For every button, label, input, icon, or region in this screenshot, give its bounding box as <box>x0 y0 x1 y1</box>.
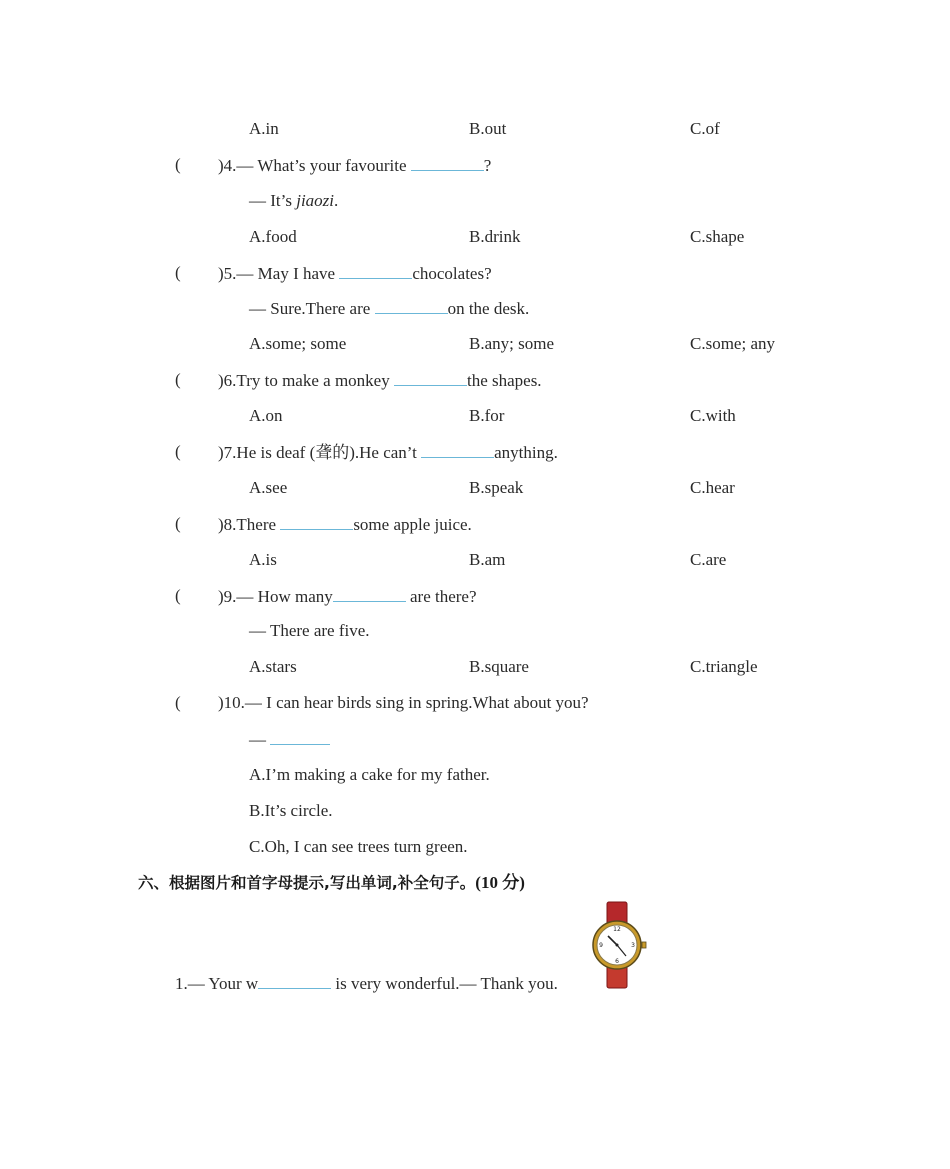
section-6-title-text: 六、根据图片和首字母提示,写出单词,补全句子。 <box>138 874 476 892</box>
s6-q1-suffix: is very wonderful.— Thank you. <box>331 974 558 993</box>
q10-option-c: C.Oh, I can see trees turn green. <box>249 837 468 856</box>
q7-blank <box>421 442 494 458</box>
q8-option-c: C.are <box>690 550 727 569</box>
q8-blank <box>280 514 353 530</box>
q4-answer-italic: jiaozi <box>296 191 335 210</box>
q5-stem <box>218 263 492 284</box>
q5-option-c: C.some; any <box>690 334 775 353</box>
q10-answer-line <box>249 729 330 750</box>
q3-option-a: A.in <box>249 119 279 138</box>
s6-q1 <box>175 973 558 994</box>
q10-option-a: A.I’m making a cake for my father. <box>249 765 490 784</box>
q5-line2-suffix: on the desk. <box>447 299 530 318</box>
q4-suffix: ? <box>483 156 492 175</box>
q9-prefix: )9.— How many <box>218 587 333 606</box>
q8-prefix: )8.There <box>218 515 281 534</box>
q9-line2: — There are five. <box>249 621 370 640</box>
q10-blank <box>270 729 330 745</box>
q10-paren: ( <box>175 693 181 712</box>
q7-option-b: B.speak <box>469 478 524 497</box>
q6-option-a: A.on <box>249 406 283 425</box>
svg-text:3: 3 <box>631 942 635 949</box>
q5-line2-prefix: — Sure.There are <box>249 299 375 318</box>
q5-option-a: A.some; some <box>249 334 347 353</box>
q4-answer-prefix: — It’s <box>249 191 297 210</box>
q9-suffix: are there? <box>405 587 477 606</box>
q3-option-b: B.out <box>469 119 507 138</box>
q7-prefix: )7.He is deaf (聋的).He can’t <box>218 443 422 462</box>
q7-suffix: anything. <box>494 443 558 462</box>
q7-option-a: A.see <box>249 478 288 497</box>
q6-option-b: B.for <box>469 406 505 425</box>
q9-paren: ( <box>175 586 181 605</box>
q6-blank <box>394 370 467 386</box>
q9-option-c: C.triangle <box>690 657 758 676</box>
q4-option-c: C.shape <box>690 227 745 246</box>
q3-option-c: C.of <box>690 119 720 138</box>
q5-option-b: B.any; some <box>469 334 554 353</box>
q4-prefix: )4.— What’s your favourite <box>218 156 407 175</box>
q9-stem <box>218 586 477 607</box>
svg-text:9: 9 <box>599 942 603 949</box>
q9-blank <box>333 586 406 602</box>
q6-paren: ( <box>175 370 181 389</box>
q8-stem <box>218 514 472 535</box>
q10-stem: )10.— I can hear birds sing in spring.What about you? <box>218 693 589 712</box>
q6-option-c: C.with <box>690 406 736 425</box>
s6-q1-prefix: 1.— Your w <box>175 974 259 993</box>
q4-option-b: B.drink <box>469 227 521 246</box>
q9-option-a: A.stars <box>249 657 297 676</box>
section-6-title <box>138 872 525 894</box>
q6-suffix: the shapes. <box>466 371 542 390</box>
q4-option-a: A.food <box>249 227 297 246</box>
q4-blank <box>411 155 484 171</box>
section-6-score: (10 分) <box>475 873 525 892</box>
q4-answer-suffix: . <box>334 191 339 210</box>
q9-option-b: B.square <box>469 657 529 676</box>
q5-prefix: )5.— May I have <box>218 264 340 283</box>
q7-stem <box>218 442 558 463</box>
q10-dash: — <box>249 730 271 749</box>
q7-paren: ( <box>175 442 181 461</box>
q5-blank-2 <box>375 298 448 314</box>
q7-option-c: C.hear <box>690 478 735 497</box>
q5-blank-1 <box>339 263 412 279</box>
watch-icon <box>586 900 648 990</box>
q4-answer-line <box>249 191 338 211</box>
s6-q1-blank <box>258 973 331 989</box>
q8-option-a: A.is <box>249 550 277 569</box>
q6-stem <box>218 370 542 391</box>
q8-suffix: some apple juice. <box>353 515 472 534</box>
q8-paren: ( <box>175 514 181 533</box>
svg-text:6: 6 <box>615 958 619 965</box>
q4-stem <box>218 155 491 176</box>
q5-line2 <box>249 298 529 319</box>
q8-option-b: B.am <box>469 550 506 569</box>
svg-text:12: 12 <box>613 926 621 933</box>
q10-option-b: B.It’s circle. <box>249 801 333 820</box>
q6-prefix: )6.Try to make a monkey <box>218 371 394 390</box>
q4-paren: ( <box>175 155 181 174</box>
q5-suffix: chocolates? <box>412 264 492 283</box>
q5-paren: ( <box>175 263 181 282</box>
